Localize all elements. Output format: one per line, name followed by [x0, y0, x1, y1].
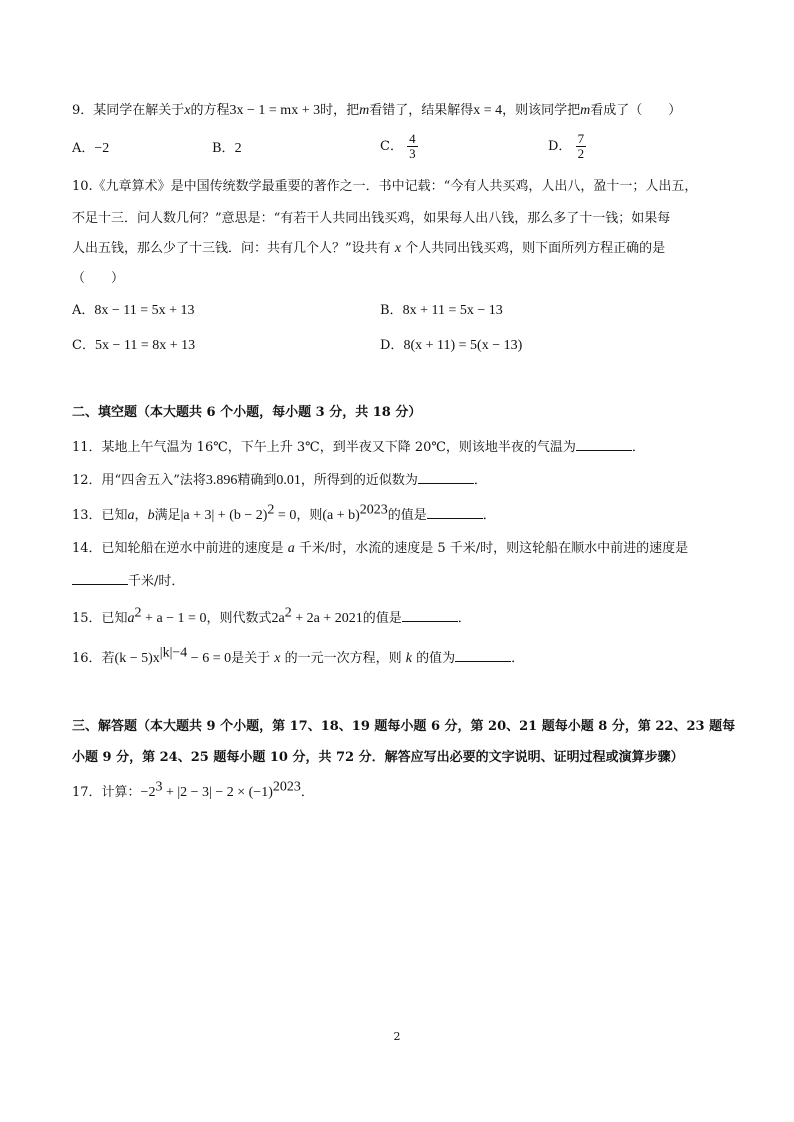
- q12-text: 12．用“四舍五入”法将: [72, 473, 206, 488]
- numerator: 4: [409, 131, 416, 146]
- q13-equation: |a + 3| + (b − 2): [180, 508, 268, 523]
- q10-text: 个人共同出钱买鸡，则下面所列方程正确的是: [405, 241, 666, 256]
- denominator: 2: [577, 146, 585, 161]
- q14-text: 14．已知轮船在逆水中前进的速度是: [72, 541, 284, 556]
- section-2-title: 二、填空题（本大题共 6 个小题，每小题 3 分，共 18 分）: [72, 405, 422, 420]
- q13-text: 满足: [154, 508, 181, 523]
- q9-option-b: [212, 140, 242, 158]
- q9-var: m: [580, 103, 591, 118]
- q11-text: 11．某地上午气温为 16℃，下午上升 3℃，到半夜又下降 20℃，则该地半夜的气温为: [72, 440, 576, 455]
- question-17: [72, 779, 314, 802]
- page-number: 2: [393, 1030, 401, 1043]
- option-label: A．: [72, 141, 95, 156]
- q13-exponent: 2: [267, 502, 275, 518]
- q17-expression: + |2 − 3| − 2 × (−1): [162, 785, 273, 800]
- q13-text: ，: [134, 508, 148, 523]
- q10-option-d: [380, 337, 522, 355]
- q17-text: 17．计算：: [72, 785, 141, 800]
- option-label: D．: [380, 338, 404, 353]
- q17-exponent: 3: [155, 779, 163, 795]
- question-14-line-2: [72, 572, 184, 591]
- answer-blank[interactable]: [576, 438, 632, 451]
- q9-text: ，则该同学把: [502, 103, 581, 118]
- question-11: [72, 438, 645, 457]
- option-value: 8x + 11 = 5x − 13: [402, 303, 503, 318]
- question-12: [72, 471, 487, 490]
- fraction: [576, 132, 587, 161]
- q16-equation: (k − 5)x: [114, 651, 160, 666]
- answer-blank[interactable]: [427, 506, 483, 519]
- answer-blank[interactable]: [455, 649, 511, 662]
- q10-text: 人出五钱，那么少了十三钱．问：共有几个人？”设共有: [72, 241, 391, 256]
- q9-option-a: [72, 140, 109, 158]
- question-15: [72, 605, 471, 628]
- denominator: 3: [409, 146, 416, 161]
- option-label: A．: [72, 303, 95, 318]
- q14-text: 千米/时．: [128, 574, 185, 589]
- q16-text: 16．若: [72, 651, 115, 666]
- q12-end: ．: [473, 473, 487, 488]
- q10-option-c: [72, 337, 195, 355]
- question-9: [72, 102, 681, 120]
- q15-equation: + a − 1 = 0: [141, 611, 207, 626]
- q14-text: 千米/时，水流的速度是 5 千米/时，则这轮船在顺水中前进的速度是: [298, 541, 689, 556]
- q9-text: 的方程: [190, 103, 230, 118]
- q9-solution: x = 4: [473, 103, 503, 118]
- option-value: 5x − 11 = 8x + 13: [94, 338, 196, 353]
- q13-exponent: 2023: [359, 502, 388, 518]
- q16-equation: − 6 = 0: [187, 651, 232, 666]
- q9-var: m: [359, 103, 370, 118]
- option-value: 8x − 11 = 5x + 13: [94, 303, 195, 318]
- option-value: 2: [234, 141, 242, 156]
- question-10-line-4: （ ）: [72, 271, 125, 286]
- q13-var: a: [127, 508, 135, 523]
- q12-text: ，所得到的近似数为: [300, 473, 418, 488]
- q15-text: ，则代数式: [206, 611, 272, 626]
- option-label: B．: [380, 303, 403, 318]
- q17-end: ．: [300, 785, 314, 800]
- q15-expression: + 2a + 2021: [291, 611, 363, 626]
- q13-equation: = 0: [274, 508, 297, 523]
- q17-expression: −2: [140, 785, 156, 800]
- question-10-line-2: 不足十三．问人数几何？”意思是：“有若干人共同出钱买鸡，如果每人出八钱，那么多了十一钱；如果每: [72, 211, 671, 226]
- question-10-line-3: [72, 240, 665, 258]
- answer-blank[interactable]: [418, 471, 474, 484]
- q9-var: x: [184, 103, 191, 118]
- q15-exponent: 2: [134, 605, 142, 621]
- q15-text: 的值是: [362, 611, 402, 626]
- q12-number: 3.896: [205, 473, 238, 488]
- q10-option-a: [72, 302, 195, 320]
- q16-exponent: |k|−4: [159, 645, 188, 661]
- answer-blank[interactable]: [402, 609, 458, 622]
- q17-exponent: 2023: [272, 779, 301, 795]
- q16-text: 的值为: [416, 651, 456, 666]
- fraction: [407, 132, 418, 161]
- question-13: [72, 502, 496, 525]
- q12-number: 0.01: [276, 473, 301, 488]
- q15-exponent: 2: [284, 605, 292, 621]
- section-3-title-line-2: 小题 9 分，第 24、25 题每小题 10 分，共 72 分．解答应写出必要的文字说明、证明过程或演算步骤）: [72, 750, 684, 765]
- q16-var: k: [405, 651, 412, 666]
- option-value: 8(x + 11) = 5(x − 13): [403, 338, 523, 353]
- q13-expression: (a + b): [322, 508, 360, 523]
- q15-end: ．: [457, 611, 471, 626]
- q16-text: 的一元一次方程，则: [284, 651, 402, 666]
- q9-text: 时，把: [320, 103, 360, 118]
- question-10-line-1: 10.《九章算术》是中国传统数学最重要的著作之一．书中记载：“今有人共买鸡，人出八，盈十一；人出五，: [72, 179, 698, 194]
- q15-expression: 2a: [271, 611, 285, 626]
- q14-var: a: [287, 541, 295, 556]
- q10-var: x: [394, 241, 402, 256]
- answer-blank[interactable]: [72, 572, 128, 585]
- q10-option-b: [380, 302, 503, 320]
- q9-text: 9．某同学在解关于: [72, 103, 185, 118]
- q11-end: ．: [631, 440, 645, 455]
- question-14-line-1: [72, 540, 688, 558]
- q9-option-d: [548, 132, 586, 161]
- option-label: D．: [548, 139, 572, 154]
- q13-text: ，则: [296, 508, 323, 523]
- question-16: [72, 645, 525, 668]
- q13-text: 的值是: [387, 508, 427, 523]
- q9-option-c: [380, 132, 418, 161]
- q13-text: 13．已知: [72, 508, 128, 523]
- q9-text: 看成了（ ）: [590, 103, 682, 118]
- q13-end: ．: [482, 508, 496, 523]
- option-label: C．: [380, 139, 403, 154]
- numerator: 7: [577, 131, 585, 146]
- q9-equation: 3x − 1 = mx + 3: [229, 103, 321, 118]
- section-3-title-line-1: 三、解答题（本大题共 9 个小题，第 17、18、19 题每小题 6 分，第 20、21 题每小题 8 分，第 22、23 题每: [72, 719, 736, 734]
- q9-text: 看错了，结果解得: [369, 103, 474, 118]
- q13-var: b: [147, 508, 155, 523]
- q15-equation: a: [127, 611, 135, 626]
- option-value: −2: [94, 141, 110, 156]
- q15-text: 15．已知: [72, 611, 128, 626]
- q16-var: x: [274, 651, 281, 666]
- q16-text: 是关于: [231, 651, 271, 666]
- q12-text: 精确到: [237, 473, 277, 488]
- q16-end: ．: [511, 651, 525, 666]
- option-label: B．: [212, 141, 235, 156]
- option-label: C．: [72, 338, 95, 353]
